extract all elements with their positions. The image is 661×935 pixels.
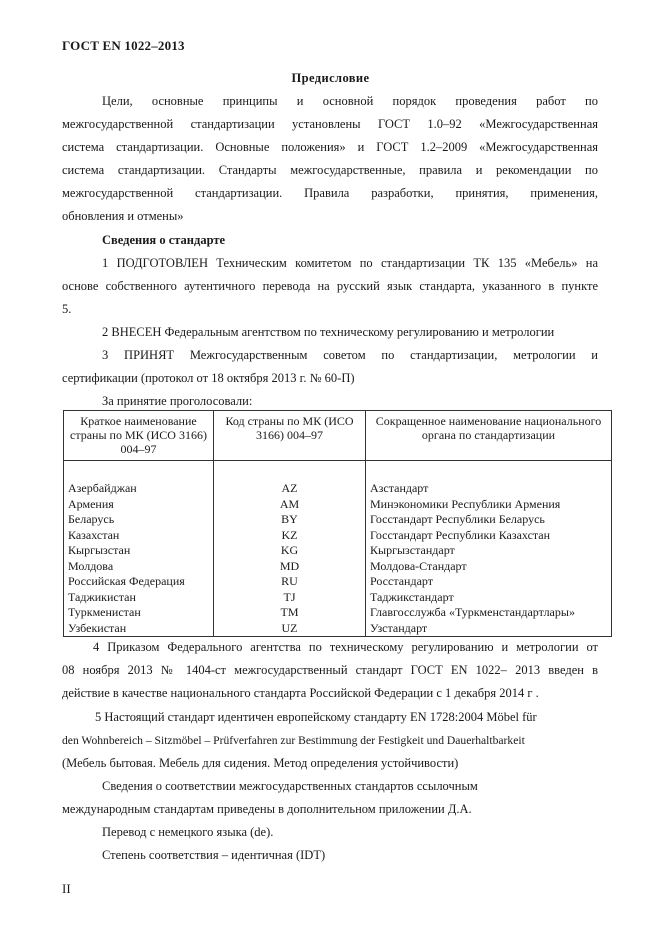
correspondence-line-1: Сведения о соответствии межгосударственных стандартов ссылочным [102, 779, 478, 793]
country-cell: Туркменистан [64, 605, 214, 621]
body-cell: Кыргызстандарт [366, 543, 612, 559]
table-header-body: Сокращенное наименование национального органа по стандартизации [366, 411, 612, 461]
foreword-line-3: система стандартизации. Основные положения» и ГОСТ 1.2–2009 «Межгосударственная [62, 140, 598, 154]
item3-line-2: сертификации (протокол от 18 октября 2013 г. № 60-П) [62, 371, 355, 385]
country-cell: Кыргызстан [64, 543, 214, 559]
table-row [64, 621, 612, 637]
code-cell: BY [214, 512, 366, 528]
foreword-line-5: межгосударственной стандартизации. Правила разработки, принятия, применения, [62, 186, 598, 200]
table-row [64, 559, 612, 575]
code-cell: UZ [214, 621, 366, 637]
country-cell: Узбекистан [64, 621, 214, 637]
item5-line-2: den Wohnbereich – Sitzmöbel – Prüfverfahren zur Bestimmung der Festigkeit und Dauerhaltbarkeit [62, 734, 525, 747]
table-row [64, 605, 612, 621]
body-cell: Узстандарт [366, 621, 612, 637]
table-spacer-row [64, 461, 612, 482]
body-cell: Госстандарт Республики Казахстан [366, 528, 612, 544]
country-cell: Армения [64, 497, 214, 513]
country-cell: Казахстан [64, 528, 214, 544]
correspondence-line-2: международным стандартам приведены в дополнительном приложении Д.А. [62, 802, 472, 816]
item5-line-3: (Мебель бытовая. Мебель для сидения. Метод определения устойчивости) [62, 756, 459, 770]
code-cell: RU [214, 574, 366, 590]
body-cell: Росстандарт [366, 574, 612, 590]
code-cell: TM [214, 605, 366, 621]
code-cell: KZ [214, 528, 366, 544]
table-row [64, 590, 612, 606]
item1-line-1: 1 ПОДГОТОВЛЕН Техническим комитетом по стандартизации ТК 135 «Мебель» на [102, 256, 598, 270]
item5-line-1: 5 Настоящий стандарт идентичен европейскому стандарту EN 1728:2004 Möbel für [95, 710, 537, 724]
item2-text: 2 ВНЕСЕН Федеральным агентством по техническому регулированию и метрологии [102, 325, 555, 339]
item3-line-1: 3 ПРИНЯТ Межгосударственным советом по стандартизации, метрологии и [102, 348, 598, 362]
body-cell: Минэкономики Республики Армения [366, 497, 612, 513]
table-row [64, 543, 612, 559]
body-cell: Главгосслужба «Туркменстандартлары» [366, 605, 612, 621]
country-cell: Таджикистан [64, 590, 214, 606]
code-cell: AM [214, 497, 366, 513]
table-header-country: Краткое наименование страны по МК (ИСО 3166) 004–97 [64, 411, 214, 461]
table-header-code: Код страны по МК (ИСО 3166) 004–97 [214, 411, 366, 461]
table-header-row [64, 411, 612, 461]
foreword-line-1: Цели, основные принципы и основной порядок проведения работ по [102, 94, 598, 108]
foreword-line-2: межгосударственной стандартизации установлены ГОСТ 1.0–92 «Межгосударственная [62, 117, 598, 131]
foreword-title: Предисловие [291, 71, 370, 85]
standard-info-heading: Сведения о стандарте [102, 233, 226, 247]
foreword-line-6: обновления и отмены» [62, 209, 184, 223]
table-row [64, 481, 612, 497]
item4-line-1: 4 Приказом Федерального агентства по техническому регулированию и метрологии от [93, 640, 598, 654]
table-row [64, 497, 612, 513]
country-cell: Молдова [64, 559, 214, 575]
table-row [64, 528, 612, 544]
country-cell: Беларусь [64, 512, 214, 528]
translation-note: Перевод с немецкого языка (de). [102, 825, 274, 839]
body-cell: Таджикстандарт [366, 590, 612, 606]
conformity-degree: Степень соответствия – идентичная (IDT) [102, 848, 326, 862]
body-cell: Молдова-Стандарт [366, 559, 612, 575]
item4-line-2: 08 ноября 2013 № 1404-ст межгосударственный стандарт ГОСТ EN 1022– 2013 введен в [62, 663, 598, 677]
member-countries-table [63, 410, 612, 637]
table-row [64, 574, 612, 590]
body-cell: Азстандарт [366, 481, 612, 497]
foreword-line-4: система стандартизации. Стандарты межгосударственные, правила и рекомендации по [62, 163, 598, 177]
code-cell: KG [214, 543, 366, 559]
code-cell: MD [214, 559, 366, 575]
document-code-header: ГОСТ EN 1022–2013 [62, 38, 185, 53]
code-cell: AZ [214, 481, 366, 497]
country-cell: Российская Федерация [64, 574, 214, 590]
country-cell: Азербайджан [64, 481, 214, 497]
item4-line-3: действие в качестве национального стандарта Российской Федерации с 1 декабря 2014 г . [62, 686, 539, 700]
code-cell: TJ [214, 590, 366, 606]
item1-line-3: 5. [62, 302, 72, 316]
page-number: II [62, 881, 71, 896]
voted-label: За принятие проголосовали: [102, 394, 253, 408]
body-cell: Госстандарт Республики Беларусь [366, 512, 612, 528]
table-row [64, 512, 612, 528]
item1-line-2: основе собственного аутентичного перевода на русский язык стандарта, указанного в пункте [62, 279, 598, 293]
